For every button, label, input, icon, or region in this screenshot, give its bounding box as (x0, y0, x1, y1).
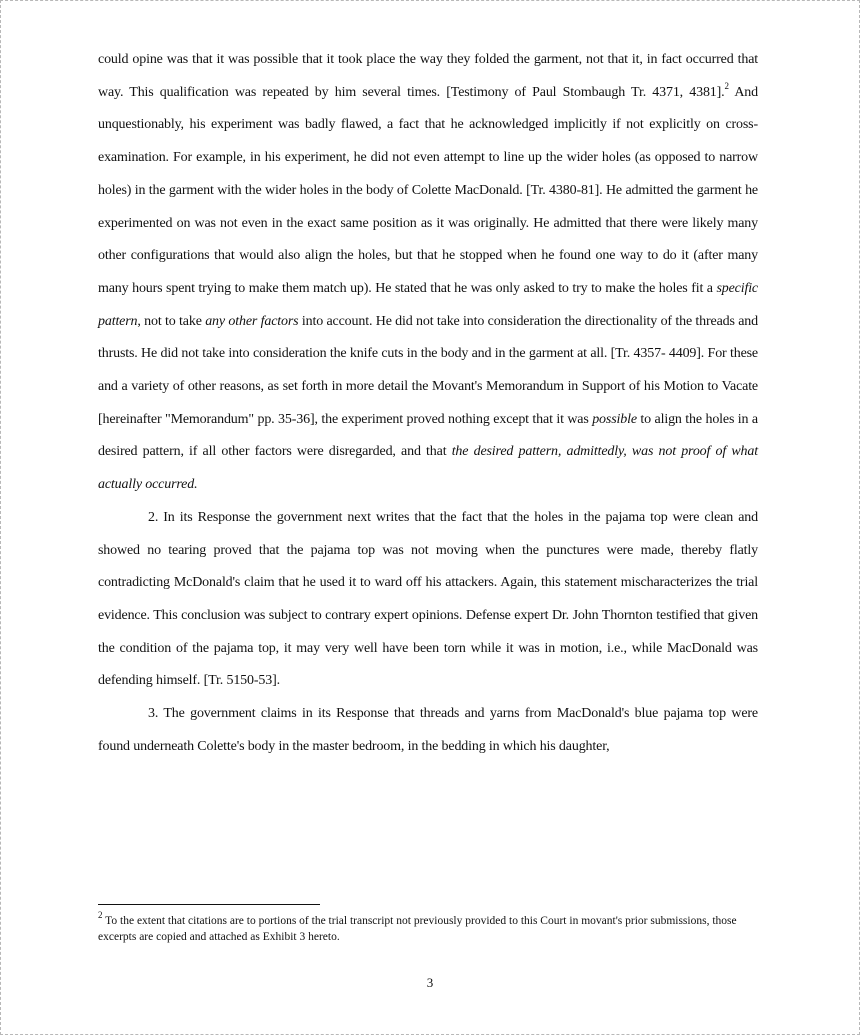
page-number: 3 (426, 975, 434, 990)
emphasis-text: any other factors (205, 313, 299, 329)
paragraph-2: 2. In its Response the government next writes that the fact that the holes in the pajama top were clean and showed no tearing proved that the pajama top was not moving when the punctures were made, thereby flatly contradicting McDonald's claim that he used it to ward off his attackers. Again, this statement mischaracterizes the trial evidence. This conclusion was subject to contrary expert opinions. Defense expert Dr. John Thornton testified that given the condition of the pajama top, it may very well have been torn while it was in motion, i.e., while MacDonald was defending himself. [Tr. 5150-53]. (98, 509, 758, 689)
paragraph-1-text: to align the holes in a desired pattern, if all other factors were disregarded, and that (98, 411, 758, 460)
footnote-marker: 2 (98, 910, 103, 921)
emphasis-text: the desired pattern, admittedly, was not proof of what actually occurred. (98, 444, 758, 493)
emphasis-text: possible (592, 411, 637, 427)
footnote-separator (98, 904, 320, 905)
paragraph-1-text: And unquestionably, his experiment was badly flawed, a fact that he acknowledged implicitly if not explicitly on cross-examination. For example, in his experiment, he did not even attempt to line up the wider holes (as opposed to narrow holes) in the garment with the wider holes in the body of Colette MacDonald. [Tr. 4380-81]. He admitted the garment he experimented on was not even in the exact same position as it was originally. He admitted that there were likely many other configurations that would also align the holes, but that he stopped when he found one way to do it (after many many hours spent trying to make them match up). He stated that he was only asked to try to make the holes fit a (98, 84, 758, 296)
body-text (98, 44, 758, 763)
paragraph-1-text: could opine was that it was possible that it took place the way they folded the garment, not that it, in fact occurred that way. This qualification was repeated by him several times. [Testimony of Paul Stombaugh Tr. 4371, 4381]. (98, 52, 758, 100)
footnote-reference[interactable]: 2 (724, 81, 729, 92)
emphasis-text: specific pattern (98, 280, 758, 329)
footnote-text: To the extent that citations are to portions of the trial transcript not previously provided to this Court in movant's prior submissions, those excerpts are copied and attached as Exhibit 3 hereto. (98, 915, 737, 943)
paragraph-1-text: into account. He did not take into consideration the directionality of the threads and thrusts. He did not take into consideration the knife cuts in the body and in the garment at all. [Tr. 4357- 4409]. For these and a variety of other reasons, as set forth in more detail the Movant's Memorandum in Support of his Motion to Vacate [hereinafter "Memorandum" pp. 35-36], the experiment proved nothing except that it was (98, 313, 758, 427)
paragraph-1-text: , not to take (137, 313, 206, 329)
footnote (98, 910, 738, 945)
paragraph-3: 3. The government claims in its Response that threads and yarns from MacDonald's blue pajama top were found underneath Colette's body in the master bedroom, in the bedding in which his daughter, (98, 706, 758, 754)
paragraph-1 (98, 44, 758, 502)
